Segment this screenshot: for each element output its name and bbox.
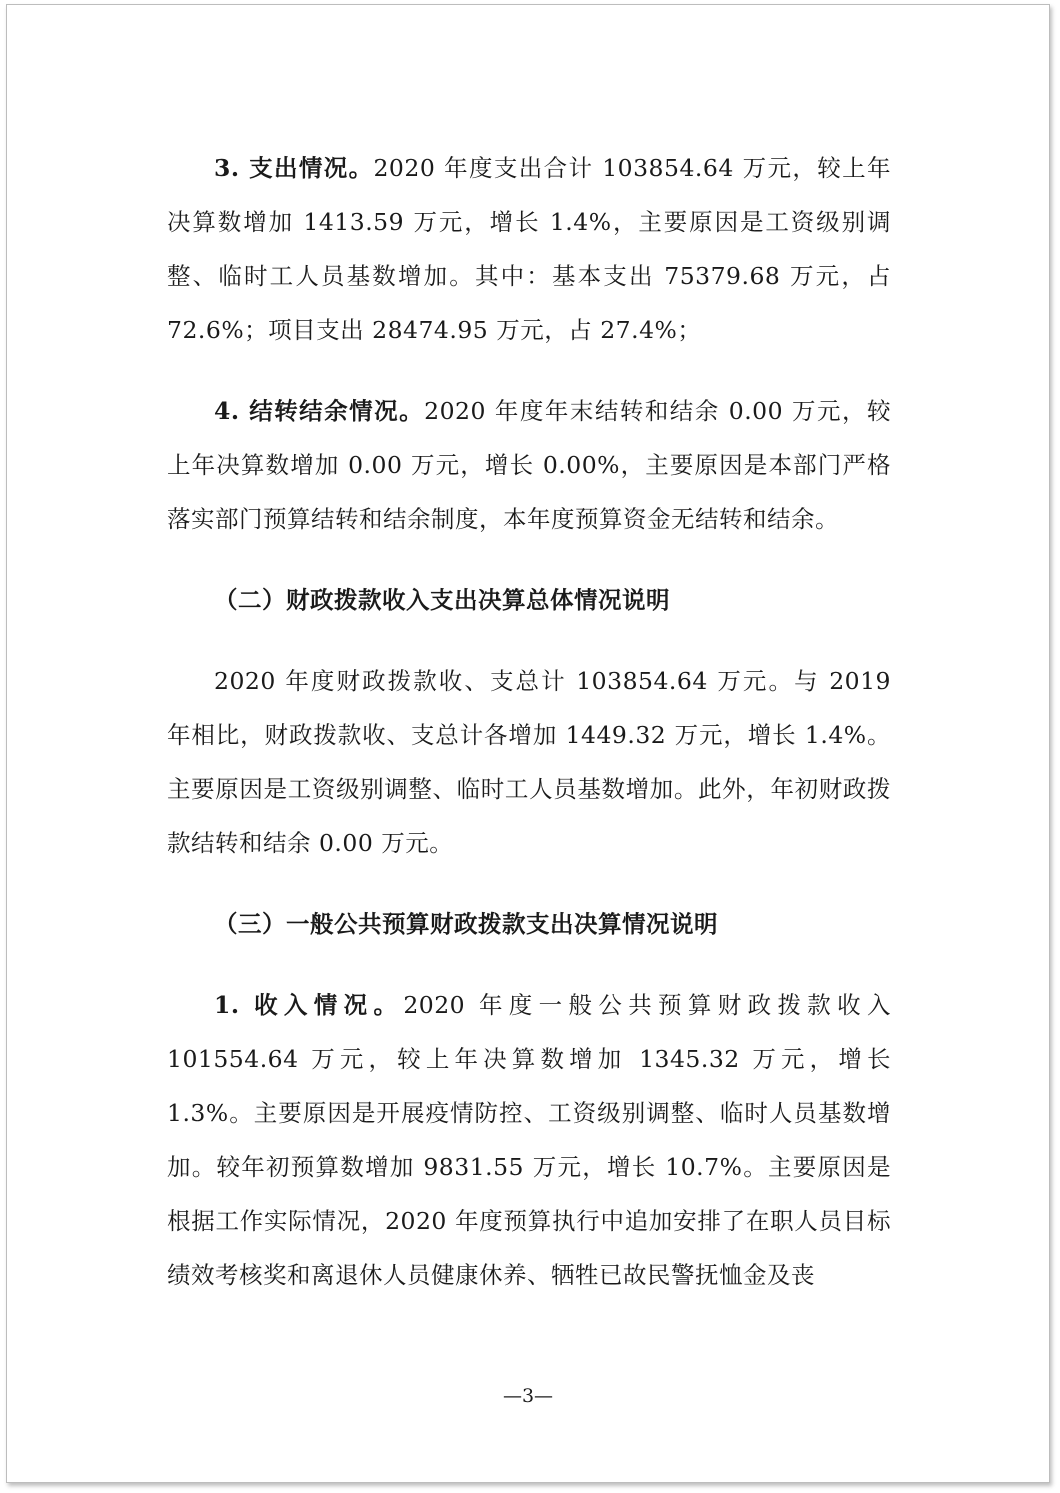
paragraph-text: 2020 年度年末结转和结余 0.00 万元，较上年决算数增加 0.00 万元，增长 0.00%，主要原因是本部门严格落实部门预算结转和结余制度，本年度预算资金无结转和结余。 [167,397,891,533]
paragraph-fiscal-overall: 2020 年度财政拨款收、支总计 103854.64 万元。与 2019 年相比，财政拨款收、支总计各增加 1449.32 万元，增长 1.4%。主要原因是工资级别调整、临时工人员基数增加。此外，年初财政拨款结转和结余 0.00 万元。 [167,667,891,857]
paragraph-gap [167,870,891,897]
paragraph-text: 2020 年度支出合计 103854.64 万元，较上年决算数增加 1413.59 万元，增长 1.4%，主要原因是工资级别调整、临时工人员基数增加。其中：基本支出 75379.68 万元，占 72.6%；项目支出 28474.95 万元，占 27.4%； [167,154,892,344]
section-heading-general-budget: （三）一般公共预算财政拨款支出决算情况说明 [214,910,718,938]
paragraph-gap [167,951,891,978]
paragraph-gap [167,627,891,654]
document-page [6,4,1050,1483]
paragraph-text: 2020 年度一般公共预算财政拨款收入 101554.64 万元，较上年决算数增加 1345.32 万元，增长 1.3%。主要原因是开展疫情防控、工资级别调整、临时人员基数增加。较年初预算数增加 9831.55 万元，增长 10.7%。主要原因是根据工作实际情况，2020 年度预算执行中追加安排了在职人员目标绩效考核奖和离退休人员健康休养、牺牲已故民警抚恤金及丧 [167,991,892,1289]
paragraph-carryover [167,384,891,546]
paragraph-gap [167,357,891,384]
paragraph-lead: 4. 结转结余情况。 [214,397,425,425]
page-number: —3— [502,1385,554,1407]
paragraph-expenditure [167,141,891,357]
paragraph-lead: 1. 收入情况。 [214,991,404,1019]
document-body [167,141,891,1302]
section-heading-fiscal-overall: （二）财政拨款收入支出决算总体情况说明 [214,586,670,614]
paragraph-gap [167,546,891,573]
paragraph-income [167,978,891,1302]
paragraph-lead: 3. 支出情况。 [214,154,374,182]
